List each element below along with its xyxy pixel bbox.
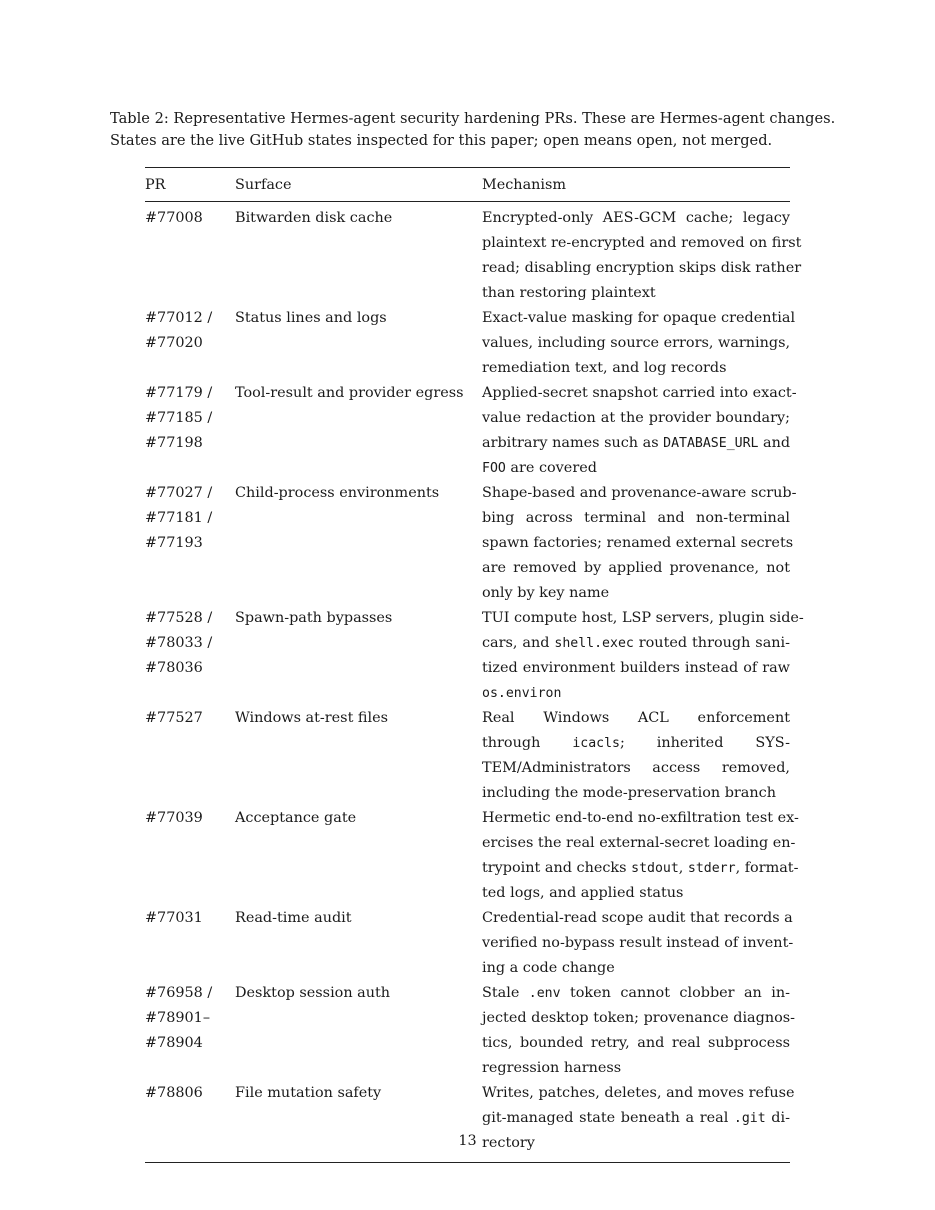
cell-line: Real Windows ACL enforcement (482, 710, 790, 726)
cell-pr (145, 1081, 230, 1106)
cell-line: Acceptance gate (235, 810, 357, 826)
cell-line: Exact-value masking for opaque credential (482, 310, 796, 326)
cell-line: #78033 / (145, 635, 213, 651)
cell-line: Desktop session auth (235, 985, 391, 1001)
cell-surface (235, 481, 475, 506)
cell-line: #76958 / (145, 985, 213, 1001)
cell-surface (235, 306, 475, 331)
cell-line: #78806 (145, 1085, 203, 1101)
cell-surface (235, 206, 475, 231)
cell-mechanism (482, 606, 804, 706)
cell-line: plaintext re-encrypted and removed on first (482, 235, 802, 251)
cell-pr (145, 981, 230, 1056)
cell-line: only by key name (482, 585, 610, 601)
cell-line: #77528 / (145, 610, 213, 626)
cell-line: FOO are covered (482, 460, 597, 476)
cell-line: tics, bounded retry, and real subprocess (482, 1035, 790, 1051)
cell-line: Encrypted-only AES-GCM cache; legacy (482, 210, 790, 226)
cell-line: #78904 (145, 1035, 203, 1051)
cell-pr (145, 706, 230, 731)
cell-line: Windows at-rest files (235, 710, 389, 726)
caption-line-2: States are the live GitHub states inspected for this paper; open means open, not merged. (110, 132, 773, 149)
cell-line: Read-time audit (235, 910, 352, 926)
cell-line: Shape-based and provenance-aware scrub- (482, 485, 797, 501)
cell-pr (145, 906, 230, 931)
cell-line: are removed by applied provenance, not (482, 560, 790, 576)
cell-line: #77031 (145, 910, 203, 926)
cell-line: ing a code change (482, 960, 615, 976)
cell-surface (235, 381, 475, 406)
table-header-rule (145, 201, 790, 202)
cell-line: than restoring plaintext (482, 285, 656, 301)
cell-line: trypoint and checks stdout, stderr, format- (482, 860, 799, 876)
cell-pr (145, 206, 230, 231)
cell-line: ted logs, and applied status (482, 885, 684, 901)
cell-pr (145, 381, 230, 456)
cell-line: value redaction at the provider boundary; (482, 410, 790, 426)
cell-pr (145, 606, 230, 681)
cell-line: #77198 (145, 435, 203, 451)
cell-line: #77181 / (145, 510, 213, 526)
cell-mechanism (482, 381, 797, 481)
cell-mechanism (482, 1081, 795, 1156)
cell-line: TEM/Administrators access removed, (482, 760, 790, 776)
page-number: 13 (458, 1133, 477, 1149)
cell-line: #77179 / (145, 385, 213, 401)
cell-mechanism (482, 206, 802, 306)
cell-line: arbitrary names such as DATABASE_URL and (482, 435, 791, 451)
cell-line: #77193 (145, 535, 203, 551)
cell-line: Bitwarden disk cache (235, 210, 393, 226)
cell-line: remediation text, and log records (482, 360, 727, 376)
cell-pr (145, 806, 230, 831)
cell-line: jected desktop token; provenance diagnos- (482, 1010, 796, 1026)
cell-line: ercises the real external-secret loading en- (482, 835, 796, 851)
cell-line: read; disabling encryption skips disk rather (482, 260, 802, 276)
cell-line: values, including source errors, warnings, (482, 335, 791, 351)
cell-line: #77027 / (145, 485, 213, 501)
cell-line: regression harness (482, 1060, 622, 1076)
cell-surface (235, 806, 475, 831)
cell-surface (235, 706, 475, 731)
header-mechanism: Mechanism (482, 177, 567, 193)
cell-line: #77008 (145, 210, 203, 226)
cell-line: Stale .env token cannot clobber an in- (482, 985, 790, 1001)
cell-pr (145, 306, 230, 356)
cell-mechanism (482, 906, 794, 981)
cell-line: git-managed state beneath a real .git di- (482, 1110, 790, 1126)
cell-surface (235, 1081, 475, 1106)
cell-line: Child-process environments (235, 485, 440, 501)
cell-line: tized environment builders instead of raw (482, 660, 790, 676)
cell-line: Status lines and logs (235, 310, 387, 326)
cell-line: TUI compute host, LSP servers, plugin side- (482, 610, 804, 626)
cell-mechanism (482, 306, 796, 381)
cell-surface (235, 906, 475, 931)
cell-line: #77039 (145, 810, 203, 826)
cell-line: Tool-result and provider egress (235, 385, 464, 401)
cell-line: Applied-secret snapshot carried into exact- (482, 385, 797, 401)
cell-line: os.environ (482, 686, 562, 701)
cell-line: Writes, patches, deletes, and moves refuse (482, 1085, 795, 1101)
cell-surface (235, 981, 475, 1006)
cell-line: rectory (482, 1135, 535, 1151)
cell-line: #77185 / (145, 410, 213, 426)
cell-surface (235, 606, 475, 631)
cell-pr (145, 481, 230, 556)
table-bottom-rule (145, 1162, 790, 1163)
cell-line: #77527 (145, 710, 203, 726)
cell-line: cars, and shell.exec routed through sani- (482, 635, 791, 651)
cell-line: spawn factories; renamed external secrets (482, 535, 794, 551)
cell-line: File mutation safety (235, 1085, 382, 1101)
cell-mechanism (482, 706, 790, 806)
cell-line: through icacls; inherited SYS- (482, 735, 790, 751)
cell-mechanism (482, 481, 797, 606)
cell-line: #77012 / (145, 310, 213, 326)
cell-line: Hermetic end-to-end no-exfiltration test ex- (482, 810, 799, 826)
cell-line: including the mode-preservation branch (482, 785, 776, 801)
cell-line: #78901– (145, 1010, 211, 1026)
cell-line: #78036 (145, 660, 203, 676)
table-caption (110, 108, 835, 152)
cell-line: Credential-read scope audit that records a (482, 910, 793, 926)
cell-mechanism (482, 806, 799, 906)
cell-line: Spawn-path bypasses (235, 610, 393, 626)
caption-line-1: Table 2: Representative Hermes-agent security hardening PRs. These are Hermes-agent changes. (110, 110, 836, 127)
cell-mechanism (482, 981, 796, 1081)
cell-line: #77020 (145, 335, 203, 351)
header-surface: Surface (235, 177, 292, 193)
header-pr: PR (145, 177, 166, 193)
cell-line: bing across terminal and non-terminal (482, 510, 790, 526)
table-top-rule (145, 167, 790, 168)
cell-line: verified no-bypass result instead of invent- (482, 935, 794, 951)
